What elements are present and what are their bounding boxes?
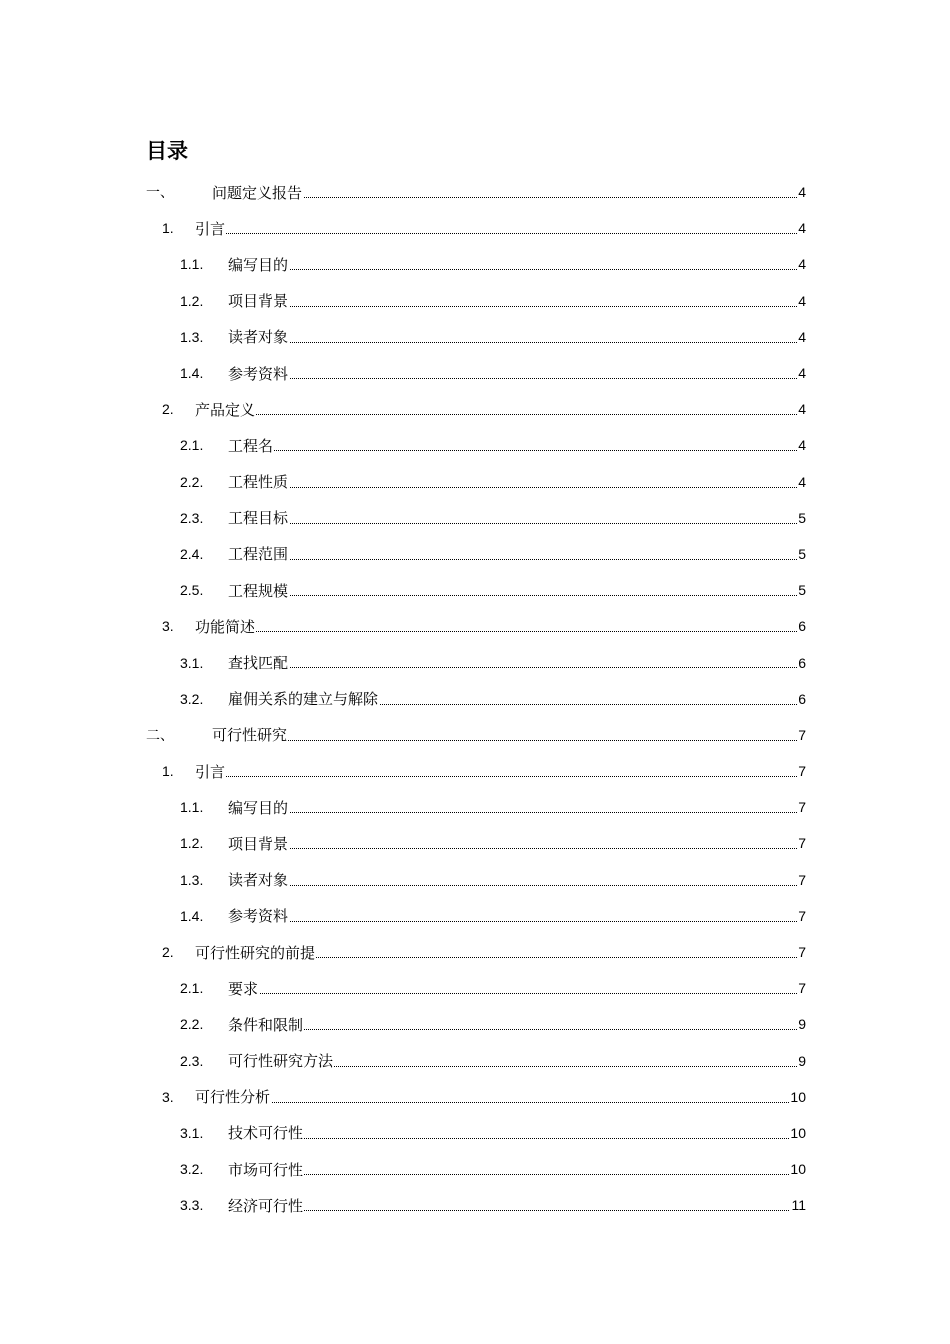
toc-entry-title[interactable]: 引言 bbox=[195, 762, 226, 781]
toc-entry[interactable] bbox=[0, 644, 950, 680]
toc-entry-title[interactable]: 工程性质 bbox=[228, 473, 289, 492]
toc-dot-leader bbox=[228, 269, 805, 270]
toc-entry-page-number[interactable]: 7 bbox=[798, 980, 806, 997]
toc-dot-leader bbox=[228, 342, 805, 343]
toc-entry-title[interactable]: 工程名 bbox=[228, 436, 274, 455]
toc-dot-leader bbox=[195, 1102, 805, 1103]
toc-entry-title[interactable]: 市场可行性 bbox=[228, 1160, 304, 1179]
toc-entry[interactable] bbox=[0, 572, 950, 608]
toc-entry-title[interactable]: 读者对象 bbox=[228, 328, 289, 347]
toc-entry-title[interactable]: 技术可行性 bbox=[228, 1124, 304, 1143]
toc-dot-leader bbox=[228, 450, 805, 451]
toc-entry-number: 3. bbox=[162, 618, 174, 635]
toc-entry[interactable] bbox=[0, 753, 950, 789]
toc-entry-page-number[interactable]: 4 bbox=[798, 292, 806, 309]
toc-entry[interactable] bbox=[0, 536, 950, 572]
toc-dot-leader bbox=[228, 306, 805, 307]
toc-entry-page-number[interactable]: 4 bbox=[798, 328, 806, 345]
toc-dot-leader bbox=[212, 740, 805, 741]
toc-entry-page-number[interactable]: 4 bbox=[798, 473, 806, 490]
toc-entry-number: 3.1. bbox=[180, 1124, 204, 1141]
toc-entry-page-number[interactable]: 9 bbox=[798, 1016, 806, 1033]
toc-entry-title[interactable]: 项目背景 bbox=[228, 292, 289, 311]
toc-entry-page-number[interactable]: 9 bbox=[798, 1052, 806, 1069]
toc-entry-title[interactable]: 雇佣关系的建立与解除 bbox=[228, 690, 379, 709]
toc-entry[interactable] bbox=[0, 970, 950, 1006]
toc-entry[interactable] bbox=[0, 355, 950, 391]
toc-entry[interactable] bbox=[0, 1151, 950, 1187]
toc-entry-title[interactable]: 读者对象 bbox=[228, 871, 289, 890]
toc-entry-title[interactable]: 编写目的 bbox=[228, 798, 289, 817]
toc-entry-title[interactable]: 项目背景 bbox=[228, 834, 289, 853]
toc-entry-number: 1.1. bbox=[180, 256, 204, 273]
toc-entry[interactable] bbox=[0, 1079, 950, 1115]
toc-entry-title[interactable]: 可行性研究的前提 bbox=[195, 943, 316, 962]
toc-entry-number: 2. bbox=[162, 401, 174, 418]
toc-dot-leader bbox=[228, 812, 805, 813]
toc-entry-number: 2.4. bbox=[180, 545, 204, 562]
toc-entry-page-number[interactable]: 7 bbox=[798, 907, 806, 924]
toc-entry-page-number[interactable]: 7 bbox=[798, 726, 806, 743]
toc-entry-page-number[interactable]: 4 bbox=[798, 365, 806, 382]
toc-entry-number: 2.1. bbox=[180, 437, 204, 454]
toc-entry-page-number[interactable]: 7 bbox=[798, 944, 806, 961]
toc-entry-page-number[interactable]: 5 bbox=[798, 582, 806, 599]
toc-dot-leader bbox=[228, 1029, 805, 1030]
toc-dot-leader bbox=[228, 595, 805, 596]
toc-entry[interactable] bbox=[0, 246, 950, 282]
toc-entry-page-number[interactable]: 11 bbox=[791, 1197, 806, 1214]
toc-dot-leader bbox=[195, 776, 805, 777]
toc-entry-title[interactable]: 可行性研究方法 bbox=[228, 1052, 334, 1071]
toc-entry-number: 1.1. bbox=[180, 799, 204, 816]
toc-entry-number: 2. bbox=[162, 944, 174, 961]
toc-entry[interactable] bbox=[0, 1043, 950, 1079]
toc-entry-title[interactable]: 产品定义 bbox=[195, 400, 256, 419]
toc-entry-page-number[interactable]: 7 bbox=[798, 871, 806, 888]
toc-entry[interactable] bbox=[0, 427, 950, 463]
toc-entry-title[interactable]: 条件和限制 bbox=[228, 1015, 304, 1034]
toc-entry-title[interactable]: 功能简述 bbox=[195, 617, 256, 636]
toc-entry-page-number[interactable]: 6 bbox=[798, 690, 806, 707]
toc-entry-number: 2.3. bbox=[180, 1052, 204, 1069]
toc-dot-leader bbox=[228, 1138, 805, 1139]
toc-entry-title[interactable]: 经济可行性 bbox=[228, 1196, 304, 1215]
toc-entry-number: 2.2. bbox=[180, 473, 204, 490]
toc-entry-title[interactable]: 参考资料 bbox=[228, 364, 289, 383]
toc-entry-number: 一、 bbox=[146, 185, 174, 202]
toc-entry-page-number[interactable]: 10 bbox=[790, 1161, 806, 1178]
toc-entry[interactable] bbox=[0, 1006, 950, 1042]
toc-entry-title[interactable]: 可行性分析 bbox=[195, 1088, 271, 1107]
toc-entry-title[interactable]: 工程规模 bbox=[228, 581, 289, 600]
toc-entry[interactable] bbox=[0, 825, 950, 861]
toc-entry-title[interactable]: 编写目的 bbox=[228, 255, 289, 274]
toc-entry-title[interactable]: 工程目标 bbox=[228, 509, 289, 528]
toc-entry-page-number[interactable]: 10 bbox=[790, 1088, 806, 1105]
toc-dot-leader bbox=[228, 1174, 805, 1175]
toc-entry-page-number[interactable]: 4 bbox=[798, 184, 806, 201]
toc-entry-number: 2.2. bbox=[180, 1016, 204, 1033]
toc-dot-leader bbox=[195, 414, 805, 415]
toc-dot-leader bbox=[228, 378, 805, 379]
toc-list bbox=[0, 174, 950, 1223]
toc-entry-page-number[interactable]: 7 bbox=[798, 763, 806, 780]
toc-title: 目录 bbox=[146, 139, 188, 163]
toc-dot-leader bbox=[228, 487, 805, 488]
toc-entry[interactable] bbox=[0, 1187, 950, 1223]
toc-entry-number: 2.5. bbox=[180, 582, 204, 599]
toc-entry[interactable] bbox=[0, 1115, 950, 1151]
toc-dot-leader bbox=[228, 885, 805, 886]
toc-dot-leader bbox=[195, 233, 805, 234]
toc-entry[interactable] bbox=[0, 210, 950, 246]
toc-entry[interactable] bbox=[0, 319, 950, 355]
toc-dot-leader bbox=[228, 921, 805, 922]
toc-dot-leader bbox=[228, 559, 805, 560]
toc-entry-page-number[interactable]: 10 bbox=[790, 1124, 806, 1141]
toc-dot-leader bbox=[228, 523, 805, 524]
toc-entry-page-number[interactable]: 4 bbox=[798, 220, 806, 237]
toc-entry-title[interactable]: 引言 bbox=[195, 219, 226, 238]
toc-entry[interactable] bbox=[0, 862, 950, 898]
toc-entry-number: 2.1. bbox=[180, 980, 204, 997]
toc-entry-page-number[interactable]: 4 bbox=[798, 256, 806, 273]
toc-entry[interactable] bbox=[0, 391, 950, 427]
toc-entry[interactable] bbox=[0, 608, 950, 644]
toc-entry-page-number[interactable]: 5 bbox=[798, 509, 806, 526]
toc-entry-page-number[interactable]: 7 bbox=[798, 799, 806, 816]
toc-entry-page-number[interactable]: 7 bbox=[798, 835, 806, 852]
toc-entry-number: 3.3. bbox=[180, 1197, 204, 1214]
toc-entry-number: 1.2. bbox=[180, 835, 204, 852]
toc-dot-leader bbox=[228, 848, 805, 849]
toc-entry-page-number[interactable]: 5 bbox=[798, 545, 806, 562]
toc-entry[interactable] bbox=[0, 789, 950, 825]
toc-entry-number: 二、 bbox=[146, 727, 174, 744]
toc-entry[interactable] bbox=[0, 681, 950, 717]
toc-entry[interactable] bbox=[0, 717, 950, 753]
toc-entry-title[interactable]: 可行性研究 bbox=[212, 726, 288, 745]
toc-entry-number: 1.2. bbox=[180, 292, 204, 309]
toc-entry[interactable] bbox=[0, 500, 950, 536]
toc-entry-number: 3.2. bbox=[180, 1161, 204, 1178]
toc-entry-number: 3.1. bbox=[180, 654, 204, 671]
toc-entry[interactable] bbox=[0, 898, 950, 934]
toc-entry-page-number[interactable]: 4 bbox=[798, 401, 806, 418]
toc-entry-number: 1.4. bbox=[180, 907, 204, 924]
toc-entry-number: 1.4. bbox=[180, 365, 204, 382]
toc-entry-title[interactable]: 问题定义报告 bbox=[212, 183, 303, 202]
toc-entry-number: 1.3. bbox=[180, 328, 204, 345]
toc-entry-page-number[interactable]: 4 bbox=[798, 437, 806, 454]
toc-entry-page-number[interactable]: 6 bbox=[798, 654, 806, 671]
toc-entry-number: 1. bbox=[162, 763, 174, 780]
toc-dot-leader bbox=[228, 1210, 805, 1211]
toc-entry-number: 1. bbox=[162, 220, 174, 237]
toc-dot-leader bbox=[195, 631, 805, 632]
toc-entry-title[interactable]: 参考资料 bbox=[228, 907, 289, 926]
toc-entry-number: 2.3. bbox=[180, 509, 204, 526]
toc-entry-number: 1.3. bbox=[180, 871, 204, 888]
toc-entry[interactable] bbox=[0, 464, 950, 500]
toc-entry[interactable] bbox=[0, 283, 950, 319]
toc-dot-leader bbox=[228, 667, 805, 668]
toc-entry-title[interactable]: 工程范围 bbox=[228, 545, 289, 564]
toc-entry-number: 3. bbox=[162, 1088, 174, 1105]
toc-entry[interactable] bbox=[0, 174, 950, 210]
toc-entry-page-number[interactable]: 6 bbox=[798, 618, 806, 635]
toc-entry-title[interactable]: 查找匹配 bbox=[228, 654, 289, 673]
toc-entry-number: 3.2. bbox=[180, 690, 204, 707]
toc-entry-title[interactable]: 要求 bbox=[228, 979, 259, 998]
toc-dot-leader bbox=[228, 993, 805, 994]
toc-entry[interactable] bbox=[0, 934, 950, 970]
